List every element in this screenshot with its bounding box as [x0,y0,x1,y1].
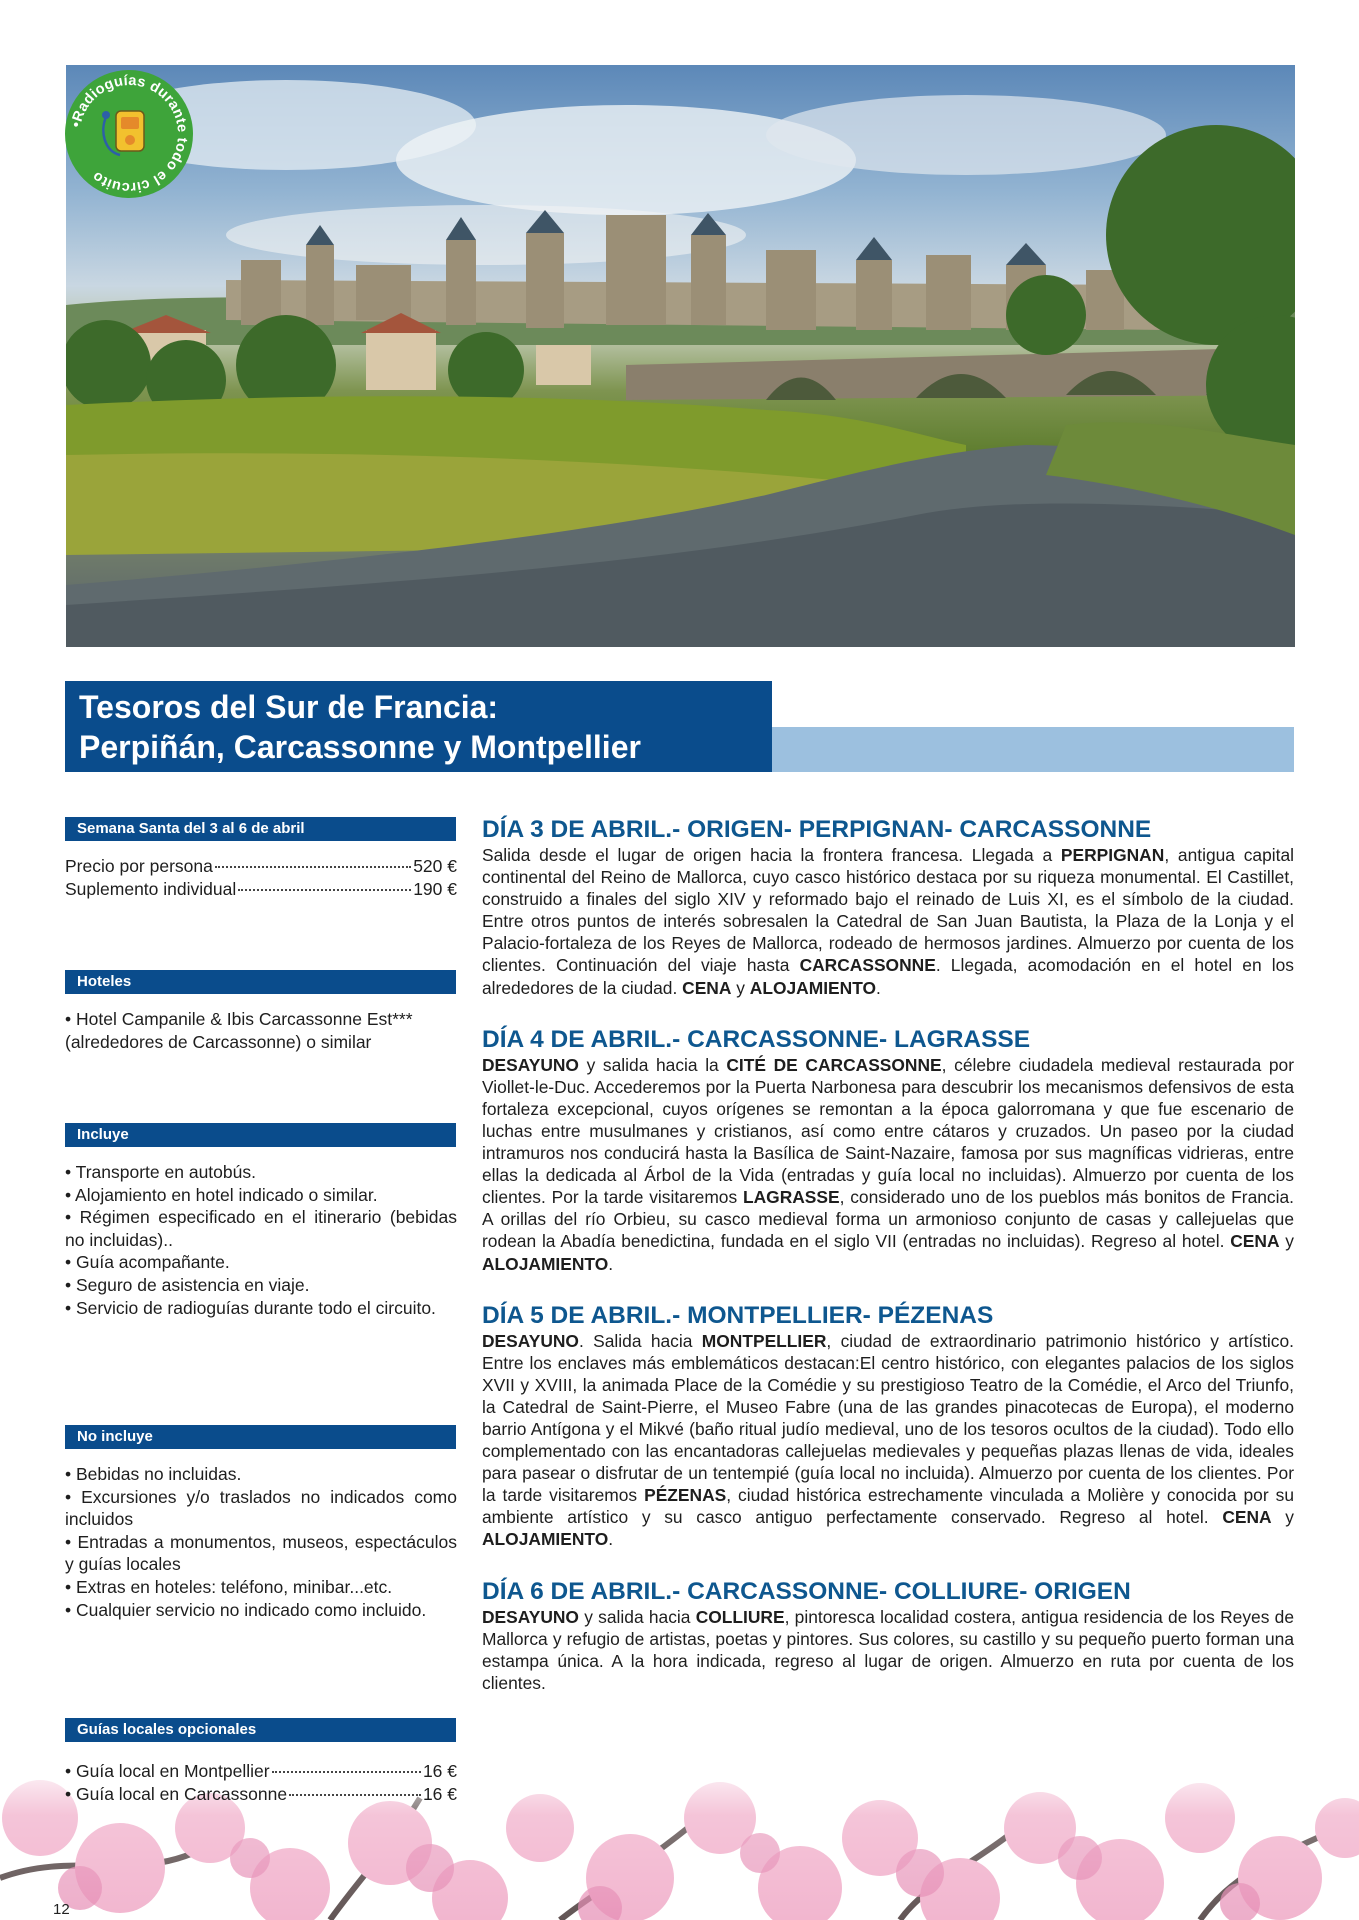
day-description [482,844,1294,999]
body-text: , considerado uno de los pueblos más bonitos de Francia. A orillas del río Orbieu, su casco medieval forma un armonioso conjunto de casas y callejuelas que rodean la Abadía benedictina, fundada en el siglo VII (entradas no incluidas). Regreso al hotel. [482,1187,1294,1252]
body-text: Salida desde el lugar de origen hacia la frontera francesa. Llegada a [482,845,1061,865]
price-label: Suplemento individual [65,878,237,899]
carcassonne-landscape-illustration [66,65,1295,647]
highlight-text: DESAYUNO [482,1054,579,1075]
includes-list [65,1161,457,1319]
list-item: • Entradas a monumentos, museos, espectáculos y guías locales [65,1531,457,1575]
day-title: DÍA 6 DE ABRIL.- CARCASSONNE- COLLIURE- ORIGEN [482,1577,1131,1605]
dot-leader [238,889,411,891]
price-label: Precio por persona [65,856,213,876]
highlight-text: CENA [1230,1231,1280,1252]
itinerary-day [482,816,1294,999]
body-text: , ciudad histórica estrechamente vinculada a Molière y conocida por su ambiente artístico y su casco antiguo perfectamente conservado. Regreso al hotel. [482,1485,1294,1528]
body-text: y salida hacia la [578,1054,727,1075]
day-title: DÍA 4 DE ABRIL.- CARCASSONNE- LAGRASSE [482,1025,1031,1053]
itinerary-day [482,1578,1294,1694]
day-description [482,1606,1294,1694]
list-item: • Extras en hoteles: teléfono, minibar...etc. [65,1576,393,1597]
list-item: • Transporte en autobús. [65,1162,256,1182]
title-line-2: Perpiñán, Carcassonne y Montpellier [79,729,641,765]
highlight-text: COLLIURE [695,1606,785,1627]
dates-header: Semana Santa del 3 al 6 de abril [65,817,456,841]
excludes-list [65,1463,457,1621]
list-item: • Régimen especificado en el itinerario (bebidas no incluidas).. [65,1207,457,1250]
highlight-text: DESAYUNO [482,1606,579,1627]
day-title: DÍA 3 DE ABRIL.- ORIGEN- PERPIGNAN- CARCASSONNE [482,816,1152,843]
body-text: y [1279,1231,1295,1252]
body-text: , antigua capital continental del Reino de Mallorca, cuyo casco histórico destaca por su riqueza monumental. El Castillet, construido a finales del siglo XIV y reformado bajo el reinado de Luis XI, es el símbolo de la ciudad. Entre otros puntos de interés sobresalen la Catedral de San Juan Bautista, la Plaza de la Lonja y el Palacio-fortaleza de los Reyes de Mallorca, rodeado de hermosos jardines. Almuerzo por cuenta de los clientes. Continuación del viaje hasta [482,845,1294,976]
body-text: . [608,1529,614,1550]
list-item: • Servicio de radioguías durante todo el circuito. [65,1297,436,1318]
body-text: y [1271,1507,1294,1528]
dot-leader [289,1794,421,1796]
highlight-text: PÉZENAS [644,1485,727,1506]
list-item: • Guía acompañante. [65,1252,230,1273]
body-text: . Salida hacia [578,1330,702,1351]
dot-leader [215,866,411,868]
title-line-1: Tesoros del Sur de Francia: [79,689,499,725]
highlight-text: LAGRASSE [742,1187,840,1208]
title-accent-bar [770,727,1294,772]
includes-header: Incluye [65,1123,456,1147]
guides-list [65,1760,457,1805]
body-text: . Llegada, acomodación en el hotel en los alrededores de la ciudad. [482,955,1294,998]
guide-price: 16 € [422,1761,457,1781]
guide-label: • Guía local en Montpellier [65,1761,270,1781]
highlight-text: PERPIGNAN [1060,845,1165,865]
itinerary-day [482,1302,1294,1551]
day-description [482,1054,1294,1275]
day-description [482,1330,1294,1551]
guides-header: Guías locales opcionales [65,1718,456,1742]
page-number: 12 [53,1901,70,1918]
excludes-header: No incluye [65,1425,456,1449]
list-item: • Excursiones y/o traslados no indicados como incluidos [65,1486,457,1530]
body-text: . [876,977,881,998]
radioguide-badge [64,69,194,199]
highlight-text: MONTPELLIER [701,1330,827,1351]
itinerary-day [482,1026,1294,1275]
guide-price: 16 € [422,1783,457,1804]
highlight-text: ALOJAMIENTO [482,1253,609,1274]
itinerary [482,816,1294,1721]
body-text: , pintoresca localidad costera, antigua residencia de los Reyes de Mallorca y refugio de artistas, poetas y pintores. Sus colores, su castillo y su pequeño puerto forman una estampa única. A la hora indicada, regreso al lugar de origen. Almuerzo en ruta por cuenta de los clientes. [482,1606,1294,1693]
list-item: • Cualquier servicio no indicado como incluido. [65,1599,427,1620]
price-row [65,855,457,878]
guide-label: • Guía local en Carcassonne [65,1783,288,1804]
day-title: DÍA 5 DE ABRIL.- MONTPELLIER- PÉZENAS [482,1301,994,1329]
hotels-text: • Hotel Campanile & Ibis Carcassonne Est*** (alrededores de Carcassonne) o similar [65,1009,413,1052]
hero-photo-carcassonne [66,65,1295,647]
body-text: , ciudad de extraordinario patrimonio histórico y artístico. Entre los enclaves más emblemáticos destacan:El centro histórico, con elegantes palacios de los siglos XVII y XVIII, la animada Place de la Comédie y su prestigioso Teatro de la Comédie, el Arco del Triunfo, la Catedral de Saint-Pierre, el Museo Fabre (una de las grandes pinacotecas de Europa), el moderno barrio Antígona y el Mikvé (baño ritual judío medieval, uno de los tesoros ocultos de la ciudad). Todo ello complementado con las encantadoras callejuelas medievales y pequeñas plazas llenas de vida, ideales para pasear o disfrutar de un tentempié (guía local no incluida). Almuerzo por cuenta de los clientes. Por la tarde visitaremos [482,1330,1294,1506]
price-value: 520 € [413,856,457,876]
highlight-text: CENA [682,977,732,998]
list-item: • Seguro de asistencia en viaje. [65,1274,310,1295]
body-text: y salida hacia [578,1606,696,1627]
price-list [65,855,457,900]
badge-text: •Radioguías durante todo el circuito [68,72,191,196]
highlight-text: ALOJAMIENTO [482,1529,609,1550]
price-row [65,878,457,901]
dot-leader [272,1771,421,1773]
highlight-text: DESAYUNO [482,1330,579,1351]
guide-row [65,1783,457,1806]
highlight-text: ALOJAMIENTO [749,977,877,998]
body-text: . [608,1253,614,1274]
body-text: y [731,977,750,998]
guide-row [65,1760,457,1783]
highlight-text: CENA [1222,1507,1272,1528]
hotels-header: Hoteles [65,970,456,994]
highlight-text: CARCASSONNE [799,955,936,976]
highlight-text: CITÉ DE CARCASSONNE [726,1054,942,1075]
list-item: • Bebidas no incluidas. [65,1464,242,1484]
list-item: • Alojamiento en hotel indicado o similar. [65,1184,378,1205]
page-title [65,681,772,772]
body-text: , célebre ciudadela medieval restaurada por Viollet-le-Duc. Accederemos por la Puerta Narbonesa para descubrir los mecanismos defensivos de esta fortaleza excepcional, cuyos orígenes se remontan a la época galorromana y que fue escenario de luchas entre musulmanes y cristianos, así como entre cátaros y cruzados. Un paseo por la ciudad intramuros nos conducirá hasta la Basílica de Saint-Nazaire, famosa por sus magníficas vidrieras, entre ellas la dedicada al Árbol de la Vida (entradas y guía local no incluidas). Almuerzo por cuenta de los clientes. Por la tarde visitaremos [482,1054,1295,1208]
price-value: 190 € [413,878,457,899]
